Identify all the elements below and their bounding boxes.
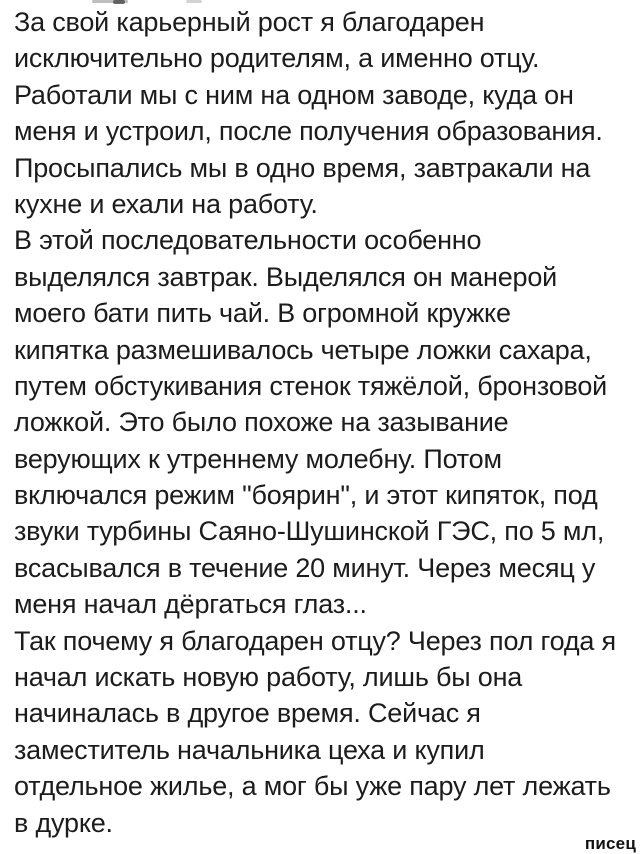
text-line: моего бати пить чай. В огромной кружке [14,298,511,329]
text-line: исключительно родителям, а именно отцу. [14,43,540,74]
text-line: выделялся завтрак. Выделялся он манерой [14,261,558,292]
text-line: кипятка размешивалось четыре ложки сахара, [14,334,592,365]
text-line: В этой последовательности особенно [14,225,482,256]
text-line: кухне и ехали на работу. [14,188,318,219]
cropped-text-artifact [186,0,202,3]
text-line: в дурке. [14,807,113,838]
text-line: начиналась в другое время. Сейчас я [14,698,481,729]
text-line: меня начал дёргаться глаз... [14,589,367,620]
text-line: ложкой. Это было похоже на зазывание [14,407,509,438]
text-line: отдельное жилье, а мог бы уже пару лет лежать [14,771,611,802]
text-line: начал искать новую работу, лишь бы она [14,662,523,693]
text-line: Просыпались мы в одно время, завтракали на [14,152,591,183]
story-text [14,4,632,841]
text-line: включался режим "боярин", и этот кипяток, под [14,480,598,511]
text-line: меня и устроил, после получения образования. [14,116,603,147]
text-line: За свой карьерный рост я благодарен [14,7,485,37]
watermark-writer-label: писец [584,834,636,853]
text-line: всасывался в течение 20 минут. Через месяц у [14,552,596,583]
text-line: верующих к утреннему молебну. Потом [14,443,502,474]
text-line: путем обстукивания стенок тяжёлой, бронзовой [14,370,608,401]
text-line: Работали мы с ним на одном заводе, куда он [14,79,574,110]
text-line: звуки турбины Саяно-Шушинской ГЭС, по 5 мл, [14,516,605,547]
text-line: заместитель начальника цеха и купил [14,734,485,765]
text-line: Так почему я благодарен отцу? Через пол года я [14,625,616,656]
